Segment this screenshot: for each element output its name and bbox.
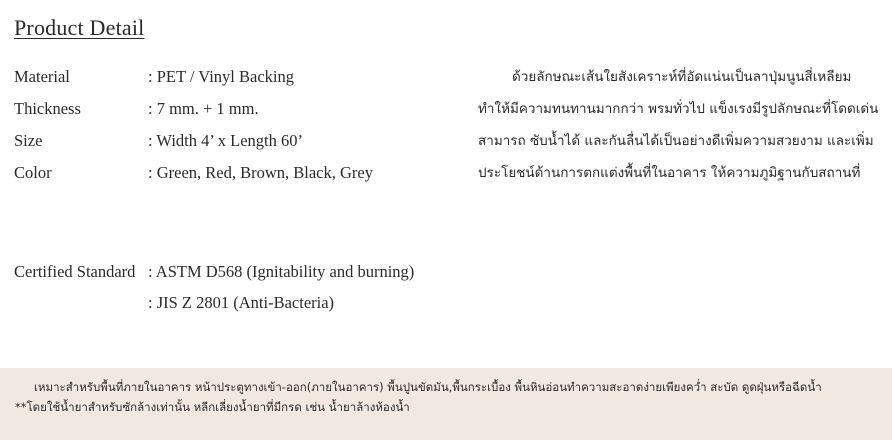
usage-note-line: เหมาะสำหรับพื้นที่ภายในอาคาร หน้าประตูทางเข้า-ออก(ภายในอาคาร) พื้นปูนขัดมัน,พื้นกระเบื้อง พื้นหินอ่อนทำความสะอาดง่ายเพียงควํ่า สะบัด ดูดฝุ่นหรือฉีดน้ำ [34,380,822,394]
description-line: ด้วยลักษณะเส้นใยสังเคราะห์ที่อัดแน่นเป็นลาปุ่มนูนสี่เหลียม [512,69,852,85]
spec-value: : JIS Z 2801 (Anti-Bacteria) [148,293,335,312]
spec-value: : Width 4’ x Length 60’ [148,131,303,150]
description-line: ประโยชน์ด้านการตกแต่งพื้นที่ในอาคาร ให้ความภูมิฐานกับสถานที่ [478,165,861,181]
description-line: สามารถ ซับน้ำได้ และกันลื่นได้เป็นอย่างดีเพิ่มความสวยงาม และเพิ่ม [478,133,874,149]
spec-label: Material [14,67,70,86]
spec-label: Thickness [14,99,81,118]
page-title: Product Detail [14,15,145,40]
spec-value: : Green, Red, Brown, Black, Grey [148,163,373,182]
spec-label: Color [14,163,52,182]
spec-label: Certified Standard [14,262,136,281]
spec-value: : PET / Vinyl Backing [148,67,294,86]
spec-value: : ASTM D568 (Ignitability and burning) [148,262,415,281]
usage-warning-line: **โดยใช้น้ำยาสำหรับซักล้างเท่านั้น หลีกเลี่ยงน้ำยาที่มีกรด เช่น น้ำยาล้างห้องน้ำ [15,400,410,414]
usage-note-panel [0,368,892,440]
spec-label: Size [14,131,43,150]
description-line: ทำให้มีความทนทานมากกว่า พรมทั่วไป แข็งเรงมีรูปลักษณะที่โดดเด่น [478,101,879,117]
spec-value: : 7 mm. + 1 mm. [148,99,259,118]
